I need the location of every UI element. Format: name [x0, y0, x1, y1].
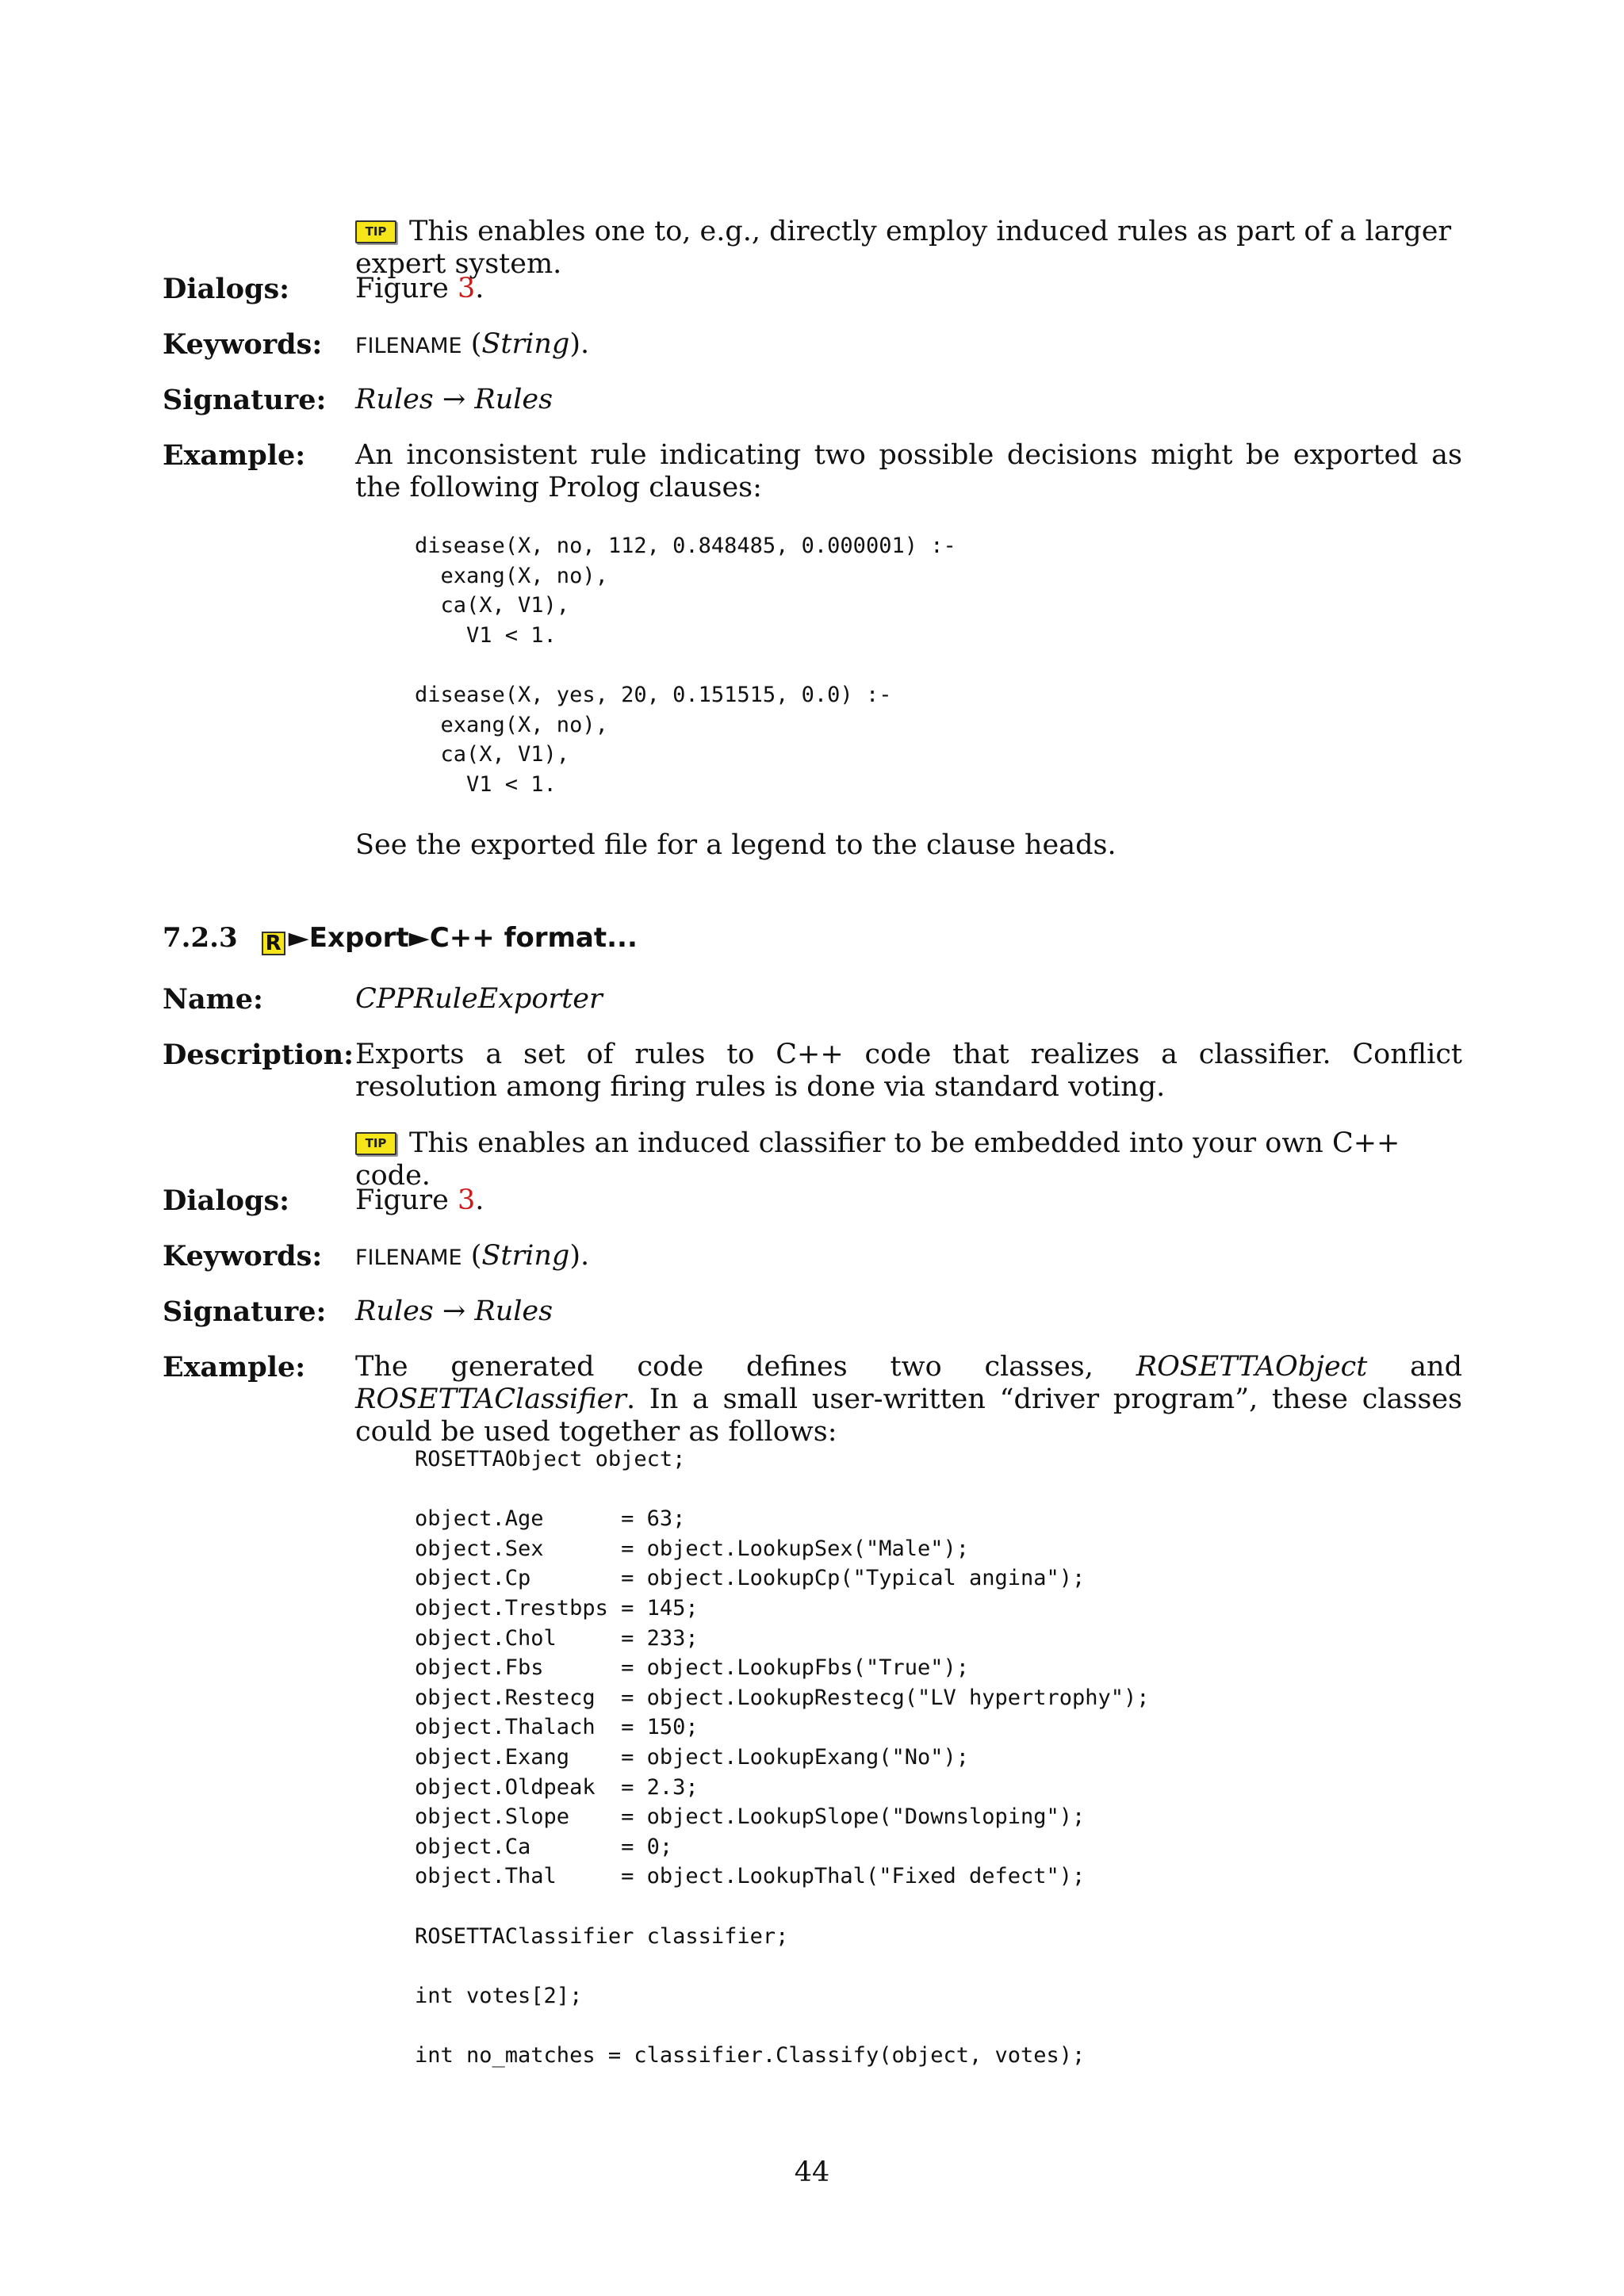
menu-path: ►Export►C++ format...	[288, 922, 638, 954]
dialogs-prefix: Figure	[355, 1184, 458, 1216]
example-class-name: ROSETTAObject	[1136, 1351, 1368, 1383]
keywords-value: FILENAME (String).	[355, 328, 590, 360]
tip-icon: TIP	[355, 220, 396, 243]
figure-ref-link[interactable]: 3	[458, 1184, 476, 1216]
dialogs-label: Dialogs:	[163, 1184, 290, 1217]
keywords-value: FILENAME (String).	[355, 1240, 590, 1272]
description-label: Description:	[163, 1039, 354, 1071]
name-text: CPPRuleExporter	[355, 983, 603, 1015]
page-number: 44	[794, 2156, 830, 2188]
example-text-part: . In a small user-written “driver program”, these classes could be used together as follows:	[355, 1383, 1462, 1448]
example-text-part: and	[1367, 1351, 1462, 1383]
signature-text: Rules → Rules	[355, 1295, 553, 1327]
tip-text: This enables one to, e.g., directly employ induced rules as part of a larger expert system.	[355, 216, 1452, 280]
r-menu-icon: R	[262, 932, 285, 955]
dialogs-value: Figure 3.	[355, 1184, 485, 1216]
name-label: Name:	[163, 983, 263, 1016]
section-heading	[163, 921, 638, 955]
keyword-type: String	[481, 1240, 570, 1272]
tip-text: This enables an induced classifier to be embedded into your own C++ code.	[355, 1127, 1400, 1192]
prolog-code-block: disease(X, no, 112, 0.848485, 0.000001) :- exang(X, no), ca(X, V1), V1 < 1. disease(X, yes, 20, 0.151515, 0.0) :- exang(X, no), ca(X, V1), V1 < 1.	[415, 534, 956, 797]
example-class-name: ROSETTAClassifier	[355, 1383, 627, 1415]
after-code-text: See the exported file for a legend to the clause heads.	[355, 829, 1116, 861]
signature-value	[355, 1295, 1462, 1328]
tip-line-2	[355, 1127, 1462, 1192]
cpp-code-block: ROSETTAObject object; object.Age = 63; object.Sex = object.LookupSex("Male"); object.Cp = object.LookupCp("Typical angina"); object.Trestbps = 145; object.Chol = 233; object.Fbs = object.LookupFbs("True"); object.Restecg = object.LookupRestecg("LV hypertrophy"); object.Thalach = 150; object.Exang = object.LookupExang("No"); object.Oldpeak = 2.3; object.Slope = object.LookupSlope("Downsloping"); object.Ca = 0; object.Thal = object.LookupThal("Fixed defect"); ROSETTAClassifier classifier; int votes[2]; int no_matches = classifier.Classify(object, votes);	[415, 1447, 1150, 2068]
signature-label: Signature:	[163, 1295, 327, 1328]
figure-ref-link[interactable]: 3	[458, 273, 476, 304]
signature-text: Rules → Rules	[355, 384, 553, 415]
keywords-label: Keywords:	[163, 1240, 323, 1272]
keywords-label: Keywords:	[163, 328, 323, 361]
keyword-name: FILENAME	[355, 1246, 462, 1270]
dialogs-label: Dialogs:	[163, 273, 290, 305]
tip-line-1	[355, 216, 1462, 281]
example-text	[355, 1351, 1462, 1448]
keyword-type: String	[481, 328, 570, 360]
keyword-name: FILENAME	[355, 334, 462, 358]
example-text: An inconsistent rule indicating two possible decisions might be exported as the following Prolog clauses:	[355, 439, 1462, 503]
example-label: Example:	[163, 1351, 306, 1383]
signature-value	[355, 384, 1462, 416]
dialogs-value: Figure 3.	[355, 273, 485, 304]
section-number: 7.2.3	[163, 922, 238, 954]
tip-icon: TIP	[355, 1132, 396, 1155]
name-value	[355, 983, 1462, 1016]
example-label: Example:	[163, 439, 306, 472]
signature-label: Signature:	[163, 384, 327, 416]
dialogs-prefix: Figure	[355, 273, 458, 304]
description-text: Exports a set of rules to C++ code that realizes a classifier. Conflict resolution among firing rules is done via standard voting.	[355, 1039, 1462, 1103]
example-text-part: The generated code defines two classes,	[355, 1351, 1136, 1383]
